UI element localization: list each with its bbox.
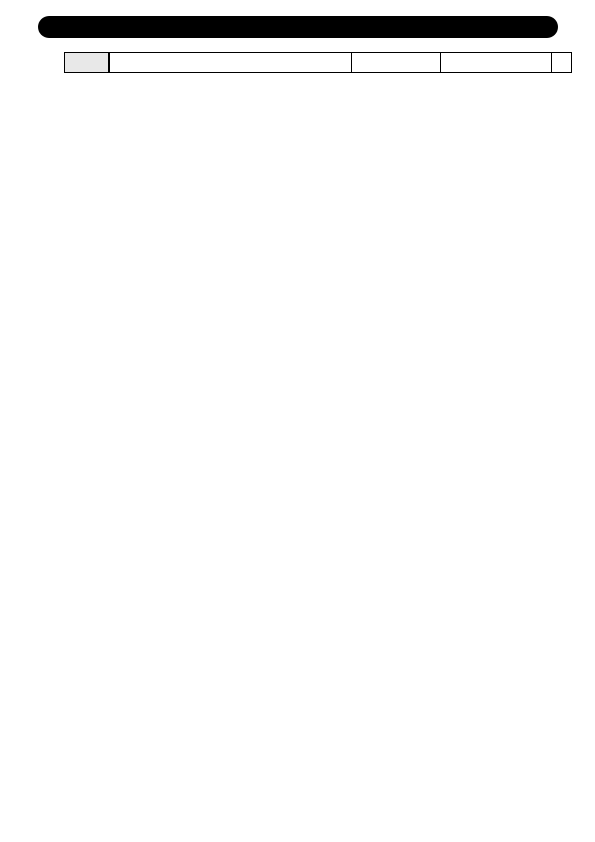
table-field[interactable]: [440, 53, 564, 72]
order-sheet: [38, 52, 572, 757]
quantity-header: [64, 52, 109, 73]
name-header: [109, 52, 572, 73]
title-banner: [38, 16, 558, 38]
euro-header: [551, 53, 572, 72]
quantity-header-label: [65, 53, 108, 72]
name-field[interactable]: [113, 53, 348, 72]
persons-field[interactable]: [351, 53, 445, 72]
